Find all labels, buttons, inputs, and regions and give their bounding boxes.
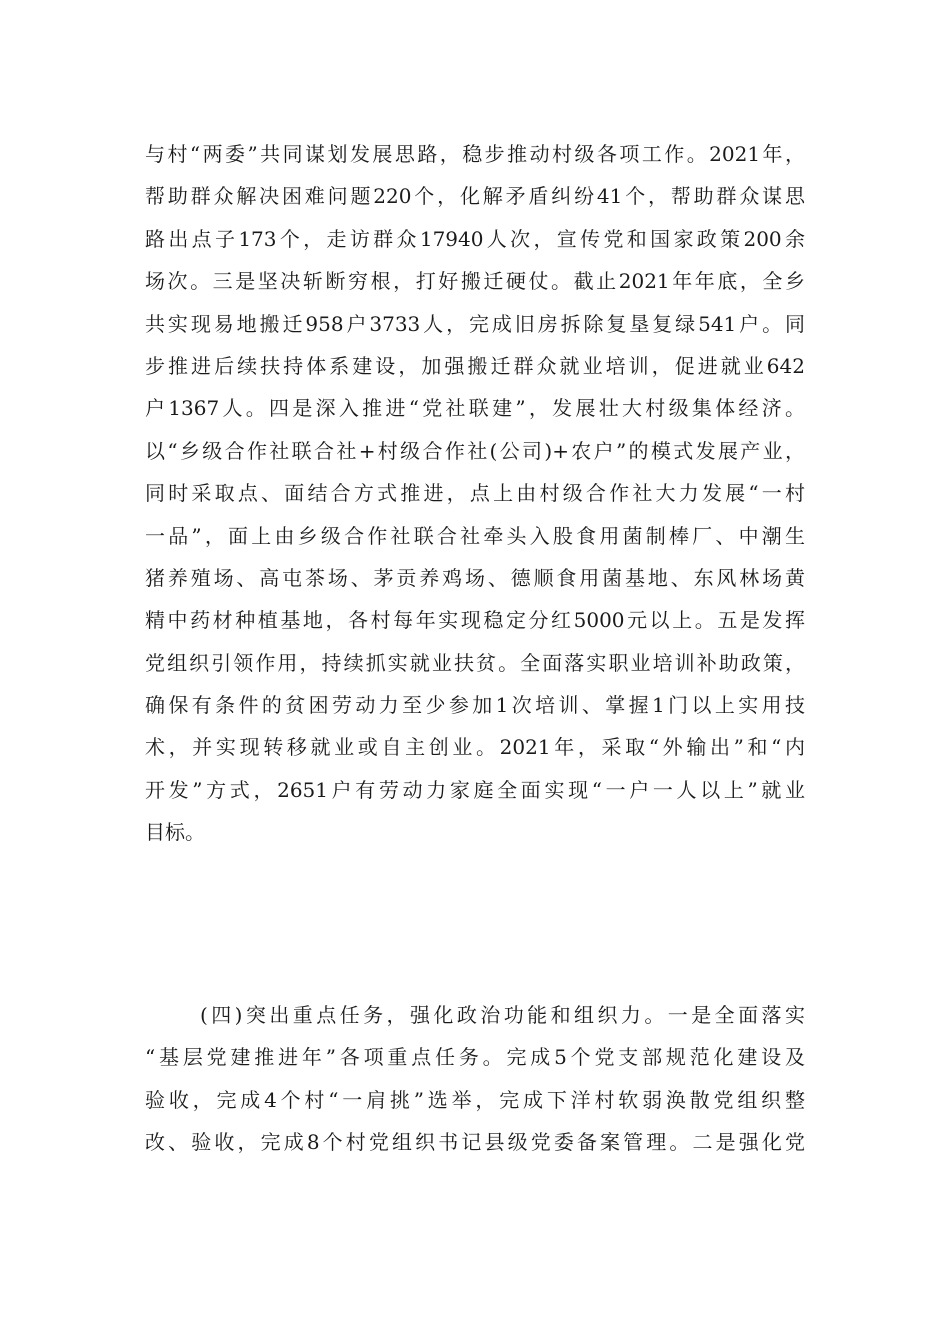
paragraph-1-line-4: 场次。三是坚决斩断穷根，打好搬迁硬仗。截止2021年年底，全乡 <box>145 269 805 294</box>
paragraph-1-line-8: 以“乡级合作社联合社+村级合作社(公司)+农户”的模式发展产业， <box>145 438 805 463</box>
paragraph-1-line-16: 开发”方式，2651户有劳动力家庭全面实现“一户一人以上”就业 <box>145 777 805 802</box>
paragraph-2 <box>145 994 805 1164</box>
paragraph-1-line-17: 目标。 <box>145 820 205 845</box>
paragraph-2-line-3: 验收，完成4个村“一肩挑”选举，完成下洋村软弱涣散党组织整 <box>145 1087 805 1112</box>
paragraph-1-line-1: 与村“两委”共同谋划发展思路，稳步推动村级各项工作。2021年， <box>145 142 805 166</box>
paragraph-1-line-12: 精中药材种植基地，各村每年实现稳定分红5000元以上。五是发挥 <box>145 608 805 633</box>
paragraph-1-line-15: 术，并实现转移就业或自主创业。2021年，采取“外输出”和“内 <box>145 735 805 760</box>
paragraph-1-line-3: 路出点子173个，走访群众17940人次，宣传党和国家政策200余 <box>145 226 805 251</box>
paragraph-1-line-7: 户1367人。四是深入推进“党社联建”，发展壮大村级集体经济。 <box>145 396 805 421</box>
paragraph-1-line-11: 猪养殖场、高屯茶场、茅贡养鸡场、德顺食用菌基地、东风林场黄 <box>145 565 805 590</box>
paragraph-2-line-1: (四)突出重点任务，强化政治功能和组织力。一是全面落实 <box>200 1003 805 1027</box>
paragraph-1-line-6: 步推进后续扶持体系建设，加强搬迁群众就业培训，促进就业642 <box>145 353 805 378</box>
paragraph-1-line-9: 同时采取点、面结合方式推进，点上由村级合作社大力发展“一村 <box>145 481 805 506</box>
paragraph-2-line-2: “基层党建推进年”各项重点任务。完成5个党支部规范化建设及 <box>145 1045 805 1070</box>
paragraph-1-line-5: 共实现易地搬迁958户3733人，完成旧房拆除复垦复绿541户。同 <box>145 311 805 336</box>
paragraph-1-line-10: 一品”，面上由乡级合作社联合社牵头入股食用菌制棒厂、中潮生 <box>145 523 805 548</box>
paragraph-1-line-14: 确保有条件的贫困劳动力至少参加1次培训、掌握1门以上实用技 <box>145 693 805 718</box>
paragraph-2-line-4: 改、验收，完成8个村党组织书记县级党委备案管理。二是强化党 <box>145 1130 805 1155</box>
paragraph-1 <box>145 133 805 854</box>
paragraph-1-line-2: 帮助群众解决困难问题220个，化解矛盾纠纷41个，帮助群众谋思 <box>145 184 805 209</box>
paragraph-1-line-13: 党组织引领作用，持续抓实就业扶贫。全面落实职业培训补助政策， <box>145 650 805 675</box>
